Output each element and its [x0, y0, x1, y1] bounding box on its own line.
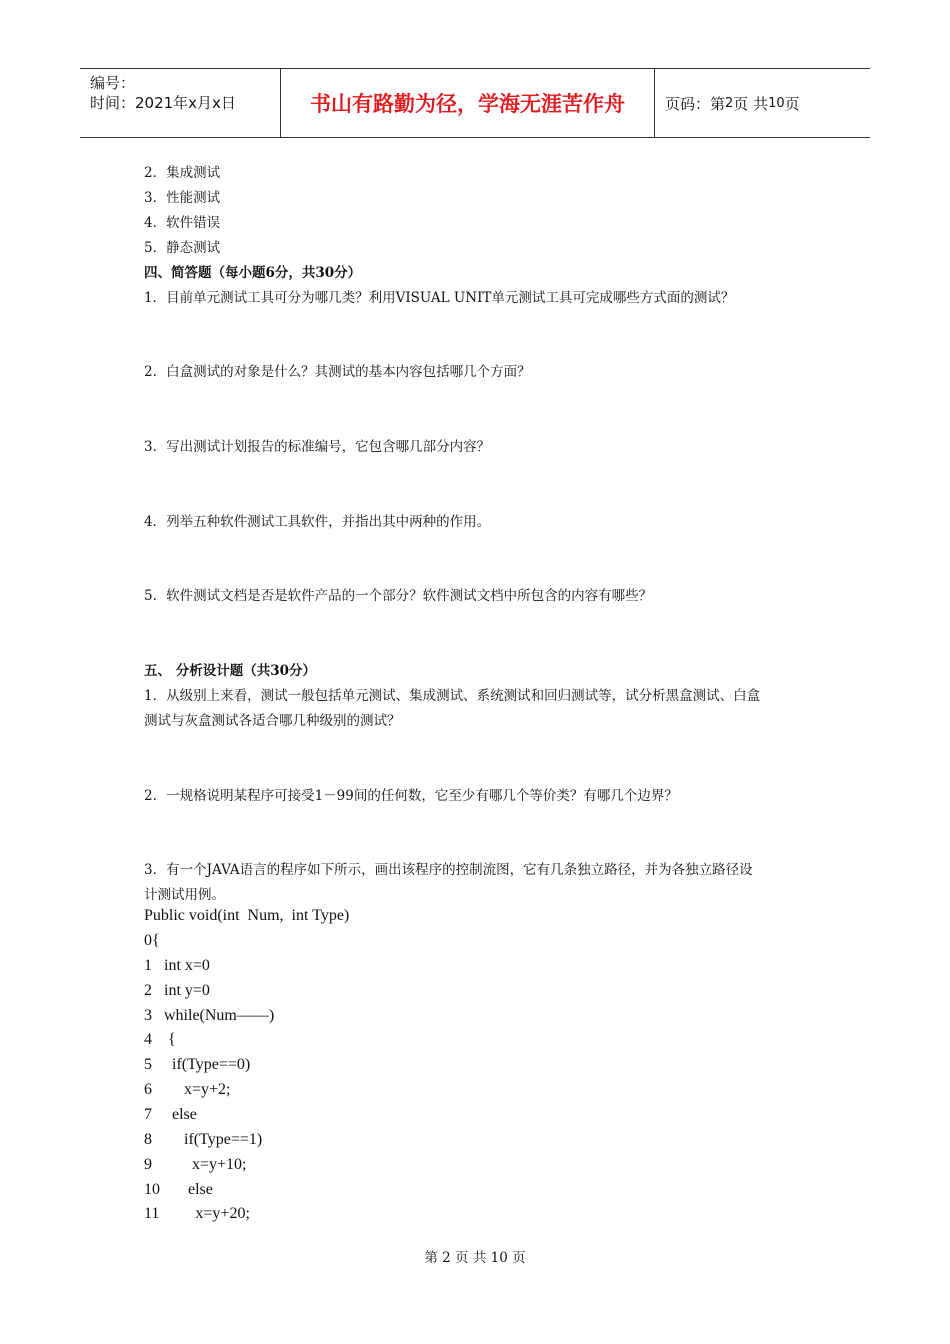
page-total: 10 — [768, 95, 785, 111]
page-header — [80, 68, 870, 138]
code-line: 4 { — [144, 1031, 176, 1048]
question: 2．一规格说明某程序可接受1－99间的任何数，它至少有哪几个等价类？有哪几个边界？ — [144, 788, 678, 804]
page-footer: 第 2 页 共 10 页 — [424, 1250, 526, 1266]
question: 5．软件测试文档是否是软件产品的一个部分？软件测试文档中所包含的内容有哪些？ — [144, 588, 653, 604]
question-continuation: 测试与灰盒测试各适合哪几种级别的测试？ — [144, 713, 401, 729]
time-label: 时间：2021年x月x日 — [90, 94, 236, 112]
term-item: 5．静态测试 — [144, 240, 221, 256]
section5-title: 五、 分析设计题（共30分） — [144, 663, 316, 679]
code-line: Public void(int Num, int Type) — [144, 907, 350, 924]
code-line: 9 x=y+10; — [144, 1156, 247, 1173]
section4-title: 四、简答题（每小题6分，共30分） — [144, 265, 362, 281]
term-item: 2．集成测试 — [144, 165, 221, 181]
term-item: 4．软件错误 — [144, 215, 221, 231]
header-motto: 书山有路勤为径，学海无涯苦作舟 — [281, 69, 655, 137]
page-prefix: 页码：第 — [665, 94, 726, 113]
question: 1．目前单元测试工具可分为哪几类？利用VISUAL UNIT单元测试工具可完成哪些方式面的测试？ — [144, 290, 735, 306]
page-suffix: 页 — [784, 94, 800, 113]
code-line: 11 x=y+20; — [144, 1205, 250, 1222]
question-continuation: 计测试用例。 — [144, 887, 225, 903]
question: 1．从级别上来看，测试一般包括单元测试、集成测试、系统测试和回归测试等，试分析黑盒测试、白盒 — [144, 688, 761, 704]
code-line: 6 x=y+2; — [144, 1081, 231, 1098]
code-line: 0{ — [144, 932, 160, 949]
term-item: 3．性能测试 — [144, 190, 221, 206]
code-line: 3 while(Num——) — [144, 1007, 275, 1024]
code-line: 5 if(Type==0) — [144, 1056, 251, 1073]
code-line: 8 if(Type==1) — [144, 1131, 263, 1148]
number-label: 编号： — [90, 74, 136, 92]
header-page-info — [655, 69, 870, 137]
code-line: 2 int y=0 — [144, 982, 210, 999]
question: 3．有一个JAVA语言的程序如下所示，画出该程序的控制流图，它有几条独立路径，并为各独立路径设 — [144, 862, 753, 878]
header-meta — [80, 69, 281, 137]
code-line: 7 else — [144, 1106, 197, 1123]
question: 3．写出测试计划报告的标准编号，它包含哪几部分内容？ — [144, 439, 491, 455]
page-number: 2 — [725, 95, 734, 111]
page-mid: 页 共 — [733, 94, 769, 113]
question: 4．列举五种软件测试工具软件，并指出其中两种的作用。 — [144, 514, 491, 530]
code-line: 10 else — [144, 1181, 213, 1198]
question: 2．白盒测试的对象是什么？其测试的基本内容包括哪几个方面？ — [144, 364, 531, 380]
code-line: 1 int x=0 — [144, 957, 210, 974]
